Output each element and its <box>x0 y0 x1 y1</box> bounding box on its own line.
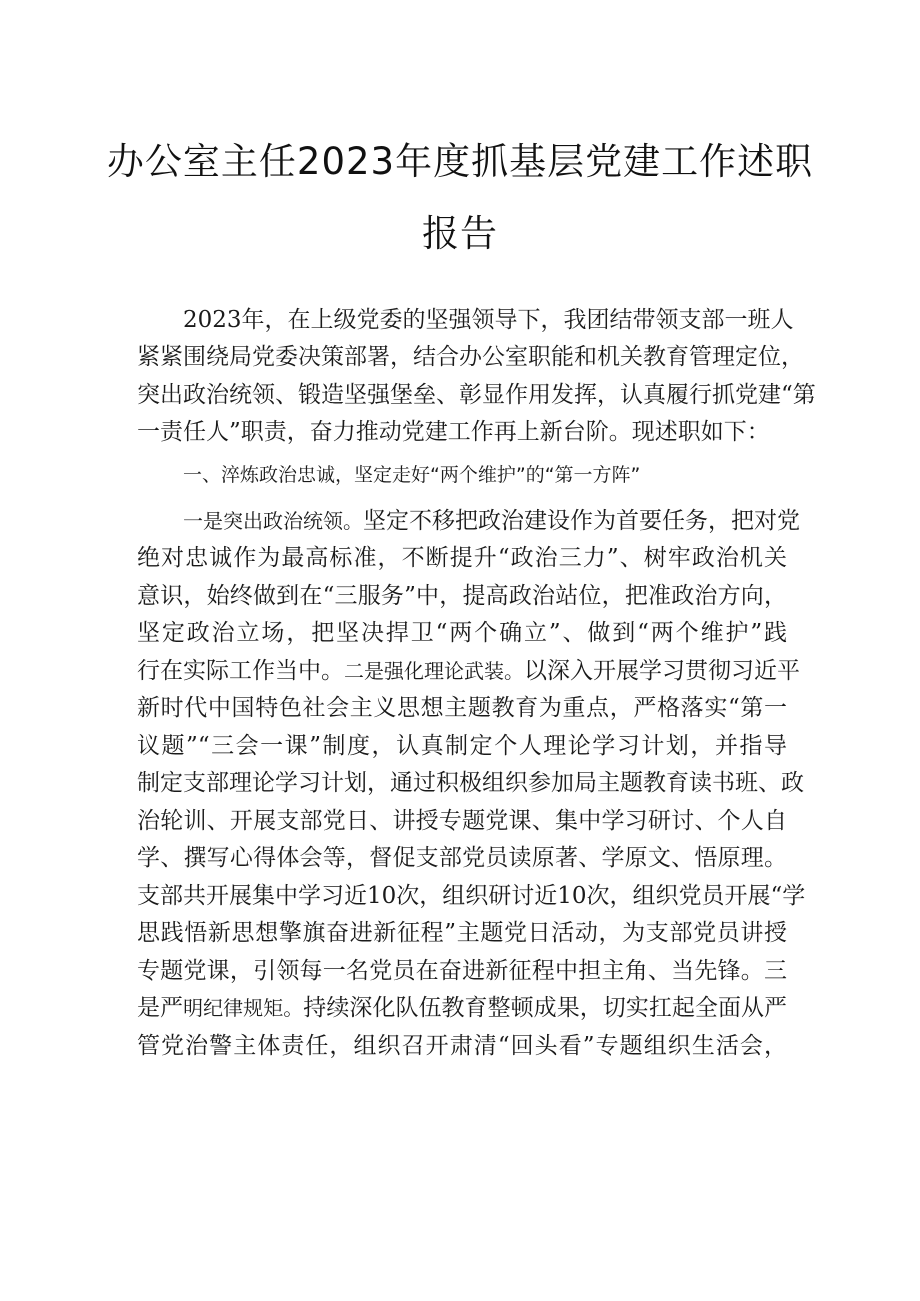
paragraph-line-3: 意识，始终做到在“三服务”中，提高政治站位，把准政治方向， <box>137 583 787 609</box>
paragraph-line-10: 学、撰写心得体会等，督促支部党员读原著、学原文、悟原理。 <box>137 845 787 871</box>
document-title-line-1: 办公室主任2023年度抓基层党建工作述职 <box>106 140 814 183</box>
paragraph-text: 是严 <box>137 995 184 1021</box>
paragraph-line-7: 议题”“三会一课”制度，认真制定个人理论学习计划，并指导 <box>137 733 787 759</box>
paragraph-line-4: 坚定政治立场，把坚决捍卫“两个确立”、做到“两个维护”践 <box>137 620 787 646</box>
paragraph-line-6: 新时代中国特色社会主义思想主题教育为重点，严格落实“第一 <box>137 695 787 721</box>
intro-line-2: 紧紧围绕局党委决策部署，结合办公室职能和机关教育管理定位， <box>137 344 804 370</box>
keyword-political-leadership: 一是突出政治统领。 <box>183 509 363 533</box>
paragraph-line-9: 治轮训、开展支部党日、讲授专题党课、集中学习研讨、个人自 <box>137 808 787 834</box>
keyword-discipline-rules: 明纪律规矩。 <box>183 996 304 1020</box>
paragraph-line-12: 思践悟新思想擎旗奋进新征程”主题党日活动，为支部党员讲授 <box>137 920 787 946</box>
section-heading-1: 一、淬炼政治忠诚，坚定走好“两个维护”的“第一方阵” <box>183 464 641 486</box>
paragraph-line-1 <box>183 506 800 536</box>
paragraph-text: 持续深化队伍教育整顿成果，切实扛起全面从严 <box>303 995 788 1021</box>
intro-line-3: 突出政治统领、锻造坚强堡垒、彰显作用发挥，认真履行抓党建“第 <box>137 382 816 408</box>
intro-line-4: 一责任人”职责，奋力推动党建工作再上新台阶。现述职如下： <box>137 419 770 445</box>
paragraph-text: 坚定不移把政治建设作为首要任务，把对党 <box>363 508 800 534</box>
paragraph-text: 以深入开展学习贯彻习近平 <box>524 658 800 684</box>
paragraph-line-2: 绝对忠诚作为最高标准，不断提升“政治三力”、树牢政治机关 <box>137 545 787 571</box>
document-title-line-2: 报告 <box>422 212 498 255</box>
paragraph-text: 行在实际工作当中。 <box>137 658 344 684</box>
paragraph-line-14 <box>137 993 787 1023</box>
paragraph-line-11: 支部共开展集中学习近10次，组织研讨近10次，组织党员开展“学 <box>137 883 806 909</box>
paragraph-line-15: 管党治警主体责任，组织召开肃清“回头看”专题组织生活会， <box>137 1033 787 1059</box>
paragraph-line-5 <box>137 656 800 686</box>
keyword-theory-armament: 二是强化理论武装。 <box>344 659 524 683</box>
paragraph-line-13: 专题党课，引领每一名党员在奋进新征程中担主角、当先锋。三 <box>137 958 787 984</box>
intro-line-1: 2023年，在上级党委的坚强领导下，我团结带领支部一班人 <box>183 307 794 333</box>
paragraph-line-8: 制定支部理论学习计划，通过积极组织参加局主题教育读书班、政 <box>137 770 804 796</box>
